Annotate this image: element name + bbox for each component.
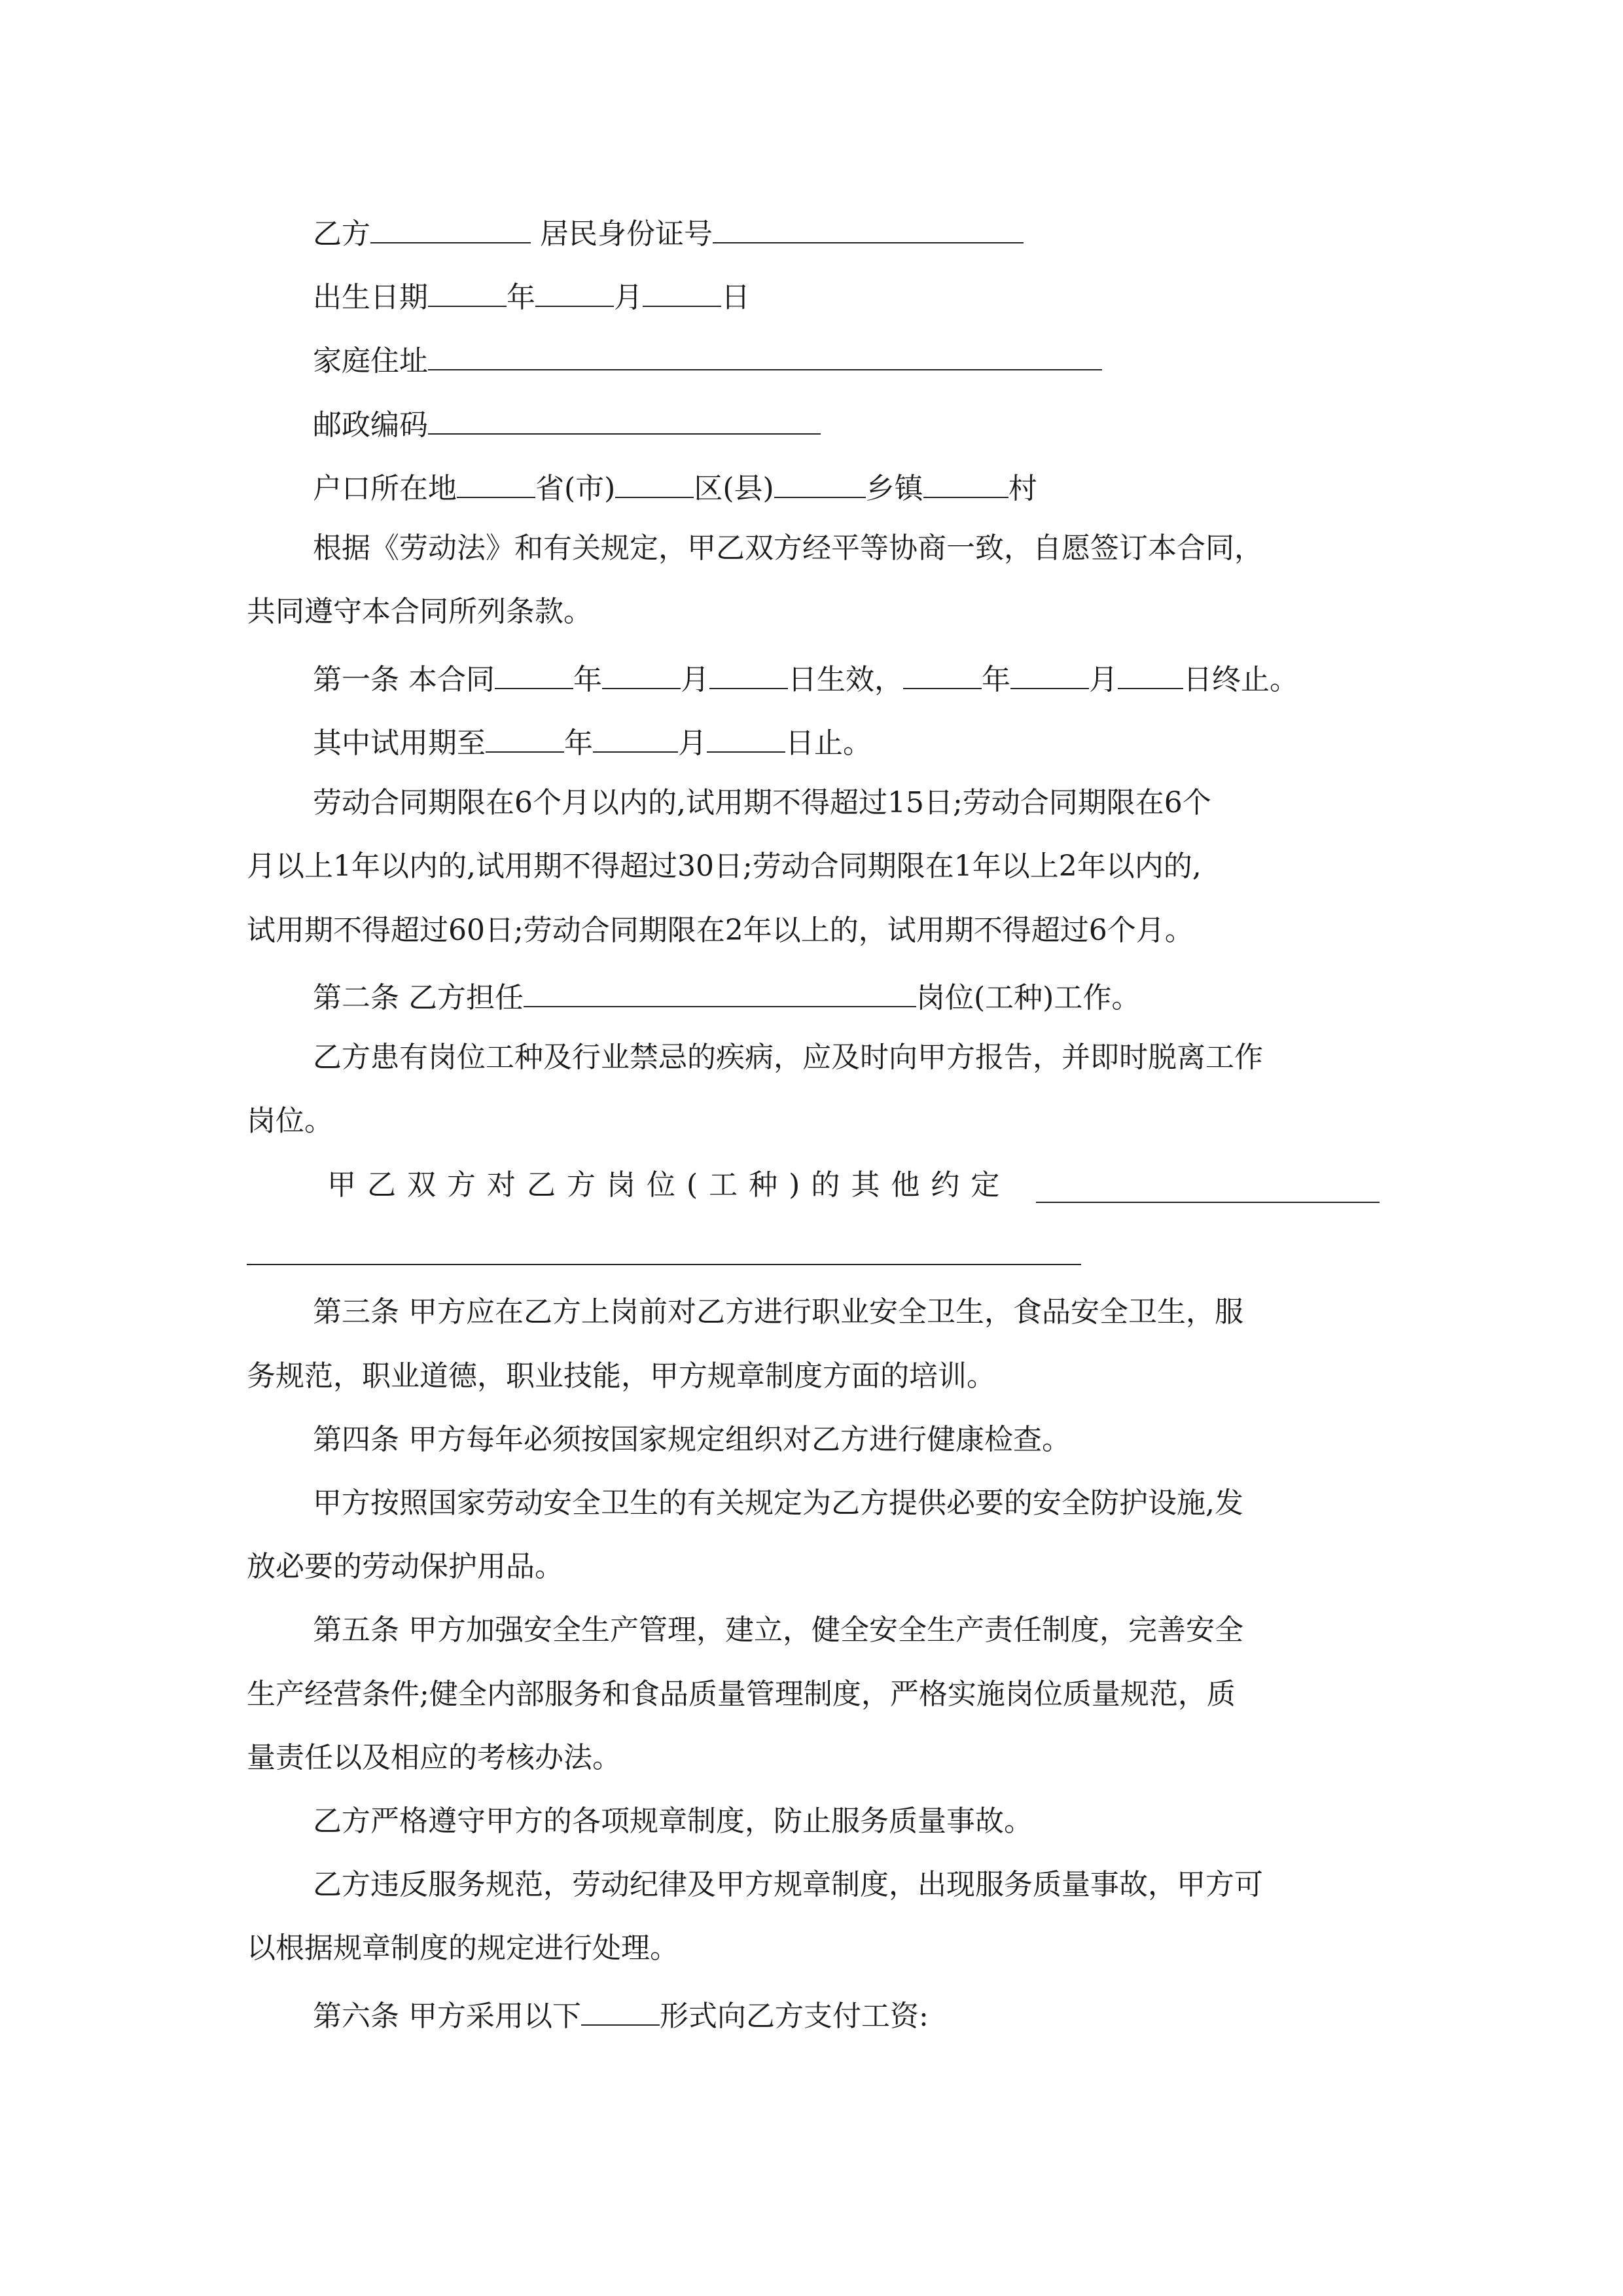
household-label: 户口所在地 xyxy=(313,472,457,505)
probation-year-blank[interactable] xyxy=(486,721,564,753)
province-blank[interactable] xyxy=(457,467,535,498)
province-label: 省(市) xyxy=(535,472,616,505)
paragraph-line: 以根据规章制度的规定进行处理。 xyxy=(247,1931,679,1965)
article-2-label: 第二条 乙方担任 xyxy=(313,981,524,1014)
position-blank[interactable] xyxy=(524,976,916,1007)
paragraph-line: 乙方违反服务规范，劳动纪律及甲方规章制度，出现服务质量事故，甲方可 xyxy=(313,1868,1263,1901)
postal-code-label: 邮政编码 xyxy=(313,408,428,442)
end-month-blank[interactable] xyxy=(1010,658,1089,689)
payment-form-blank[interactable] xyxy=(581,1994,660,2026)
paragraph-line: 根据《劳动法》和有关规定，甲乙双方经平等协商一致，自愿签订本合同， xyxy=(313,531,1263,565)
party-b-name-blank[interactable] xyxy=(370,212,531,243)
paragraph-line: 岗位。 xyxy=(247,1104,333,1138)
id-number-blank[interactable] xyxy=(713,212,1024,243)
other-agreement-blank[interactable] xyxy=(1036,1202,1380,1203)
article-6-label: 第六条 甲方采用以下 xyxy=(313,2000,581,2033)
postal-code-blank[interactable] xyxy=(428,403,821,435)
party-b-label: 乙方 xyxy=(313,217,370,251)
position-label: 岗位(工种)工作。 xyxy=(916,981,1141,1014)
article-6-line xyxy=(313,1994,929,2035)
birth-date-label: 出生日期 xyxy=(313,281,428,314)
month-label: 月 xyxy=(1089,663,1118,696)
paragraph-line: 劳动合同期限在6个月以内的,试用期不得超过15日;劳动合同期限在6个 xyxy=(313,786,1211,819)
district-label: 区(县) xyxy=(694,472,774,505)
paragraph-line: 甲方按照国家劳动安全卫生的有关规定为乙方提供必要的安全防护设施,发 xyxy=(313,1486,1243,1520)
party-b-line xyxy=(313,212,1024,253)
home-address-blank[interactable] xyxy=(428,339,1102,370)
paragraph-line: 务规范，职业道德，职业技能，甲方规章制度方面的培训。 xyxy=(247,1359,995,1393)
year-label: 年 xyxy=(573,663,602,696)
end-day-blank[interactable] xyxy=(1118,658,1183,689)
village-blank[interactable] xyxy=(923,467,1008,498)
id-number-label: 居民身份证号 xyxy=(531,217,713,251)
paragraph-line: 放必要的劳动保护用品。 xyxy=(247,1550,563,1583)
postal-code-line xyxy=(313,403,821,444)
article-1-line xyxy=(313,658,1298,698)
township-blank[interactable] xyxy=(774,467,866,498)
household-line xyxy=(313,467,1037,507)
paragraph-line: 第五条 甲方加强安全生产管理，建立，健全安全生产责任制度，完善安全 xyxy=(313,1613,1243,1647)
township-label: 乡镇 xyxy=(865,472,923,505)
paragraph-line: 月以上1年以内的,试用期不得超过30日;劳动合同期限在1年以上2年以内的, xyxy=(247,850,1202,883)
paragraph-line: 试用期不得超过60日;劳动合同期限在2年以上的，试用期不得超过6个月。 xyxy=(247,914,1194,947)
other-agreement-label: 甲乙双方对乙方岗位(工种)的其他约定 xyxy=(327,1168,1011,1202)
day-label: 日 xyxy=(721,281,750,314)
paragraph-line: 量责任以及相应的考核办法。 xyxy=(247,1741,621,1774)
paragraph-line: 第三条 甲方应在乙方上岗前对乙方进行职业安全卫生，食品安全卫生，服 xyxy=(313,1295,1243,1329)
paragraph-line: 生产经营条件;健全内部服务和食品质量管理制度，严格实施岗位质量规范，质 xyxy=(247,1677,1236,1711)
probation-label: 其中试用期至 xyxy=(313,726,486,760)
paragraph-line: 第四条 甲方每年必须按国家规定组织对乙方进行健康检查。 xyxy=(313,1423,1071,1456)
year-label: 年 xyxy=(982,663,1010,696)
probation-line xyxy=(313,721,872,762)
probation-month-blank[interactable] xyxy=(593,721,678,753)
district-blank[interactable] xyxy=(615,467,694,498)
birth-year-blank[interactable] xyxy=(428,276,507,307)
birth-date-line xyxy=(313,276,750,316)
start-month-blank[interactable] xyxy=(602,658,681,689)
termination-label: 日终止。 xyxy=(1183,663,1298,696)
month-label: 月 xyxy=(678,726,707,760)
home-address-label: 家庭住址 xyxy=(313,344,428,378)
paragraph-line: 乙方患有岗位工种及行业禁忌的疾病，应及时向甲方报告，并即时脱离工作 xyxy=(313,1041,1263,1074)
day-end-label: 日止。 xyxy=(785,726,872,760)
village-label: 村 xyxy=(1008,472,1037,505)
month-label: 月 xyxy=(681,663,709,696)
payment-form-label: 形式向乙方支付工资: xyxy=(660,2000,929,2033)
birth-month-blank[interactable] xyxy=(535,276,614,307)
year-label: 年 xyxy=(507,281,535,314)
home-address-line xyxy=(313,339,1102,380)
paragraph-line: 乙方严格遵守甲方的各项规章制度，防止服务质量事故。 xyxy=(313,1804,1033,1838)
effective-label: 日生效， xyxy=(788,663,903,696)
birth-day-blank[interactable] xyxy=(643,276,721,307)
month-label: 月 xyxy=(614,281,643,314)
year-label: 年 xyxy=(564,726,593,760)
probation-day-blank[interactable] xyxy=(707,721,785,753)
article-1-label: 第一条 本合同 xyxy=(313,663,495,696)
start-year-blank[interactable] xyxy=(495,658,573,689)
article-2-line xyxy=(313,976,1140,1016)
other-agreement-blank-2[interactable] xyxy=(247,1264,1081,1265)
start-day-blank[interactable] xyxy=(709,658,788,689)
end-year-blank[interactable] xyxy=(903,658,982,689)
paragraph-line: 共同遵守本合同所列条款。 xyxy=(247,595,592,628)
